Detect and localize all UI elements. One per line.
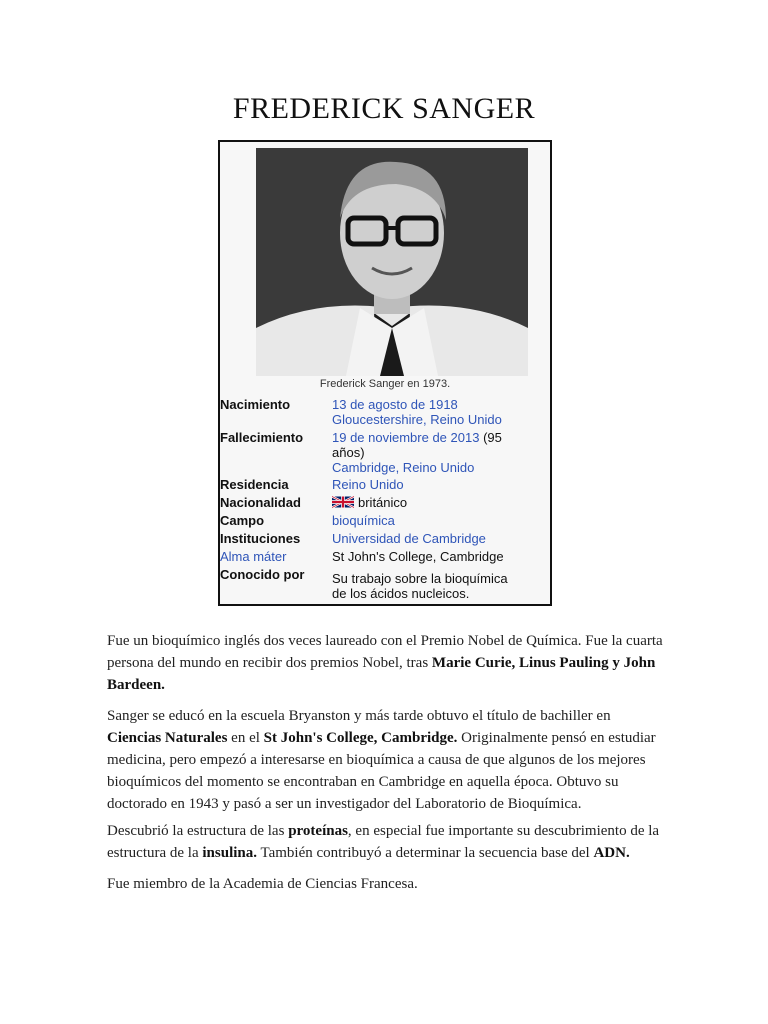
infobox-value-nationality — [332, 495, 548, 510]
infobox — [218, 140, 552, 606]
paragraph-discoveries-text-1: Descubrió la estructura de las — [107, 823, 289, 839]
st-johns-college: St John's College, Cambridge. — [263, 730, 458, 746]
paragraph-discoveries-text-2: , en especial fue importante su descubrimiento de la estructura de la — [107, 823, 660, 861]
paragraph-intro-text: Fue un bioquímico inglés dos veces laureado con el Premio Nobel de Química. Fue la cuarta persona del mundo en recibir dos premios Nobel, tras — [107, 633, 663, 671]
insulin-term: insulina. — [202, 845, 257, 861]
infobox-label-birth: Nacimiento — [220, 397, 291, 412]
portrait-photo — [256, 148, 528, 376]
infobox-value-birth — [332, 397, 548, 427]
death-age-part2: años) — [332, 445, 365, 460]
paragraph-education-text-2: en el — [227, 730, 264, 746]
field-link[interactable]: bioquímica — [332, 513, 395, 528]
alma-mater-label-link[interactable]: Alma máter — [220, 549, 287, 564]
death-date-link[interactable]: 19 de noviembre de 2013 — [332, 430, 480, 445]
dna-term: ADN. — [593, 845, 630, 861]
infobox-label-institutions: Instituciones — [220, 531, 301, 546]
death-place-link[interactable]: Cambridge, Reino Unido — [332, 460, 475, 475]
infobox-value-known-for — [332, 571, 548, 601]
paragraph-intro — [107, 630, 667, 696]
infobox-label-residence: Residencia — [220, 477, 289, 492]
paragraph-discoveries — [107, 820, 667, 864]
portrait-illustration — [256, 148, 528, 376]
infobox-label-death: Fallecimiento — [220, 430, 304, 445]
paragraph-education — [107, 705, 667, 815]
photo-caption: Frederick Sanger en 1973. — [319, 378, 451, 390]
infobox-value-death — [332, 430, 548, 475]
uk-flag-icon — [332, 496, 354, 508]
paragraph-discoveries-text-3: También contribuyó a determinar la secuencia base del — [257, 845, 594, 861]
infobox-label-known-for: Conocido por — [220, 567, 305, 582]
nationality-value: británico — [358, 495, 408, 510]
birth-date-link[interactable]: 13 de agosto de 1918 — [332, 397, 458, 412]
known-for-line2: de los ácidos nucleicos. — [332, 586, 470, 601]
proteins-term: proteínas — [288, 823, 348, 839]
nobel-names: Marie Curie, Linus Pauling y John Bardeen. — [107, 655, 656, 693]
known-for-line1: Su trabajo sobre la bioquímica — [332, 571, 508, 586]
paragraph-education-text-3: Originalmente pensó en estudiar medicina, pero empezó a interesarse en bioquímica a causa de que algunos de los mejores bioquímicos del momento se encontraban en Cambridge en aquella época. Obtuvo su doctorado en 1943 y pasó a ser un investigador del Laboratorio de Bioquímica. — [107, 730, 656, 812]
infobox-label-nationality: Nacionalidad — [220, 495, 301, 510]
natural-sciences: Ciencias Naturales — [107, 730, 228, 746]
institutions-link[interactable]: Universidad de Cambridge — [332, 531, 486, 546]
residence-link[interactable]: Reino Unido — [332, 477, 404, 492]
paragraph-education-text-1: Sanger se educó en la escuela Bryanston y más tarde obtuvo el título de bachiller en — [107, 708, 611, 724]
alma-mater-value: St John's College, Cambridge — [332, 549, 504, 564]
death-age-part1: (95 — [479, 430, 502, 445]
birth-place-link[interactable]: Gloucestershire, Reino Unido — [332, 412, 502, 427]
page-title: FREDERICK SANGER — [232, 92, 536, 125]
uk-flag-graphic — [332, 496, 354, 508]
paragraph-academy-text: Fue miembro de la Academia de Ciencias Francesa. — [107, 876, 418, 892]
paragraph-academy — [107, 873, 667, 895]
infobox-label-field: Campo — [220, 513, 265, 528]
